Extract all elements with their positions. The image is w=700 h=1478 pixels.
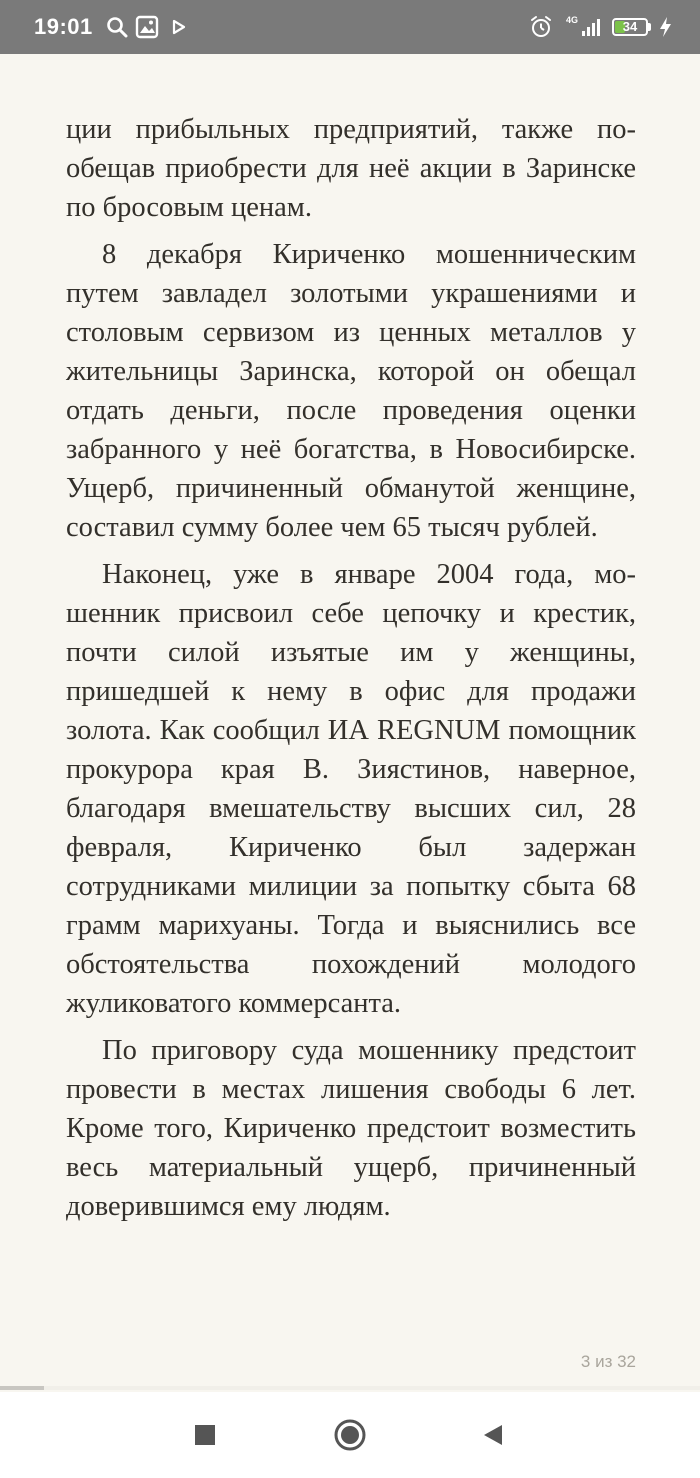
search-icon	[104, 14, 130, 40]
gallery-icon	[134, 14, 160, 40]
reading-progress-fill	[0, 1386, 44, 1390]
paragraph: По приговору суда мошеннику предстоит провести в местах лишения свободы 6 лет. Кроме того, Кириченко предстоит возместить весь материальный ущерб, причиненный доверившимся ему людям.	[66, 1035, 636, 1222]
recents-button[interactable]	[184, 1414, 226, 1456]
navigation-bar	[0, 1392, 700, 1478]
status-time: 19:01	[34, 14, 93, 39]
back-triangle-icon	[480, 1422, 506, 1448]
alarm-icon	[528, 14, 554, 40]
back-button[interactable]	[472, 1414, 514, 1456]
square-icon	[193, 1423, 217, 1447]
reading-progress-bar	[0, 1386, 700, 1390]
battery-cap	[648, 23, 651, 31]
home-button[interactable]	[329, 1414, 371, 1456]
signal-icon	[578, 14, 604, 40]
page-counter: 3 из 32	[580, 1352, 636, 1371]
battery-level: 34	[622, 19, 638, 34]
network-label: 4G	[566, 15, 579, 25]
circle-icon	[333, 1418, 367, 1452]
charging-icon	[656, 14, 682, 40]
paragraph: 8 декабря Кириченко мошенническим путем завладел золотыми украшениями и столовым сервизом из ценных металлов у жительницы Заринска, которой он обещал отдать деньги, после проведения оценки забранного у неё богатства, в Новосибирске. Ущерб, причиненный обманутой женщине, составил сумму более чем 65 тысяч рублей.	[66, 239, 636, 543]
paragraph: Наконец, уже в январе 2004 года, мошенник присвоил себе цепочку и крестик, почти силой изъятые им у женщины, пришедшей к нему в офис для продажи золота. Как сообщил ИА REGNUM помощник прокурора края В. Зиястинов, наверное, благодаря вмешательству высших сил, 28 февраля, Кириченко был задержан сотрудниками милиции за попытку сбыта 68 грамм марихуаны. Тогда и выяснились все обстоятельства похождений молодого жуликоватого коммерсанта.	[66, 559, 636, 1019]
book-text	[66, 110, 636, 1234]
status-bar	[0, 0, 700, 54]
paragraph: ции прибыльных предприятий, также пообещав приобрести для неё акции в Заринске по бросовым ценам.	[66, 114, 636, 223]
battery-indicator	[612, 18, 648, 36]
play-icon	[166, 14, 192, 40]
reader-page[interactable]	[0, 54, 700, 1388]
